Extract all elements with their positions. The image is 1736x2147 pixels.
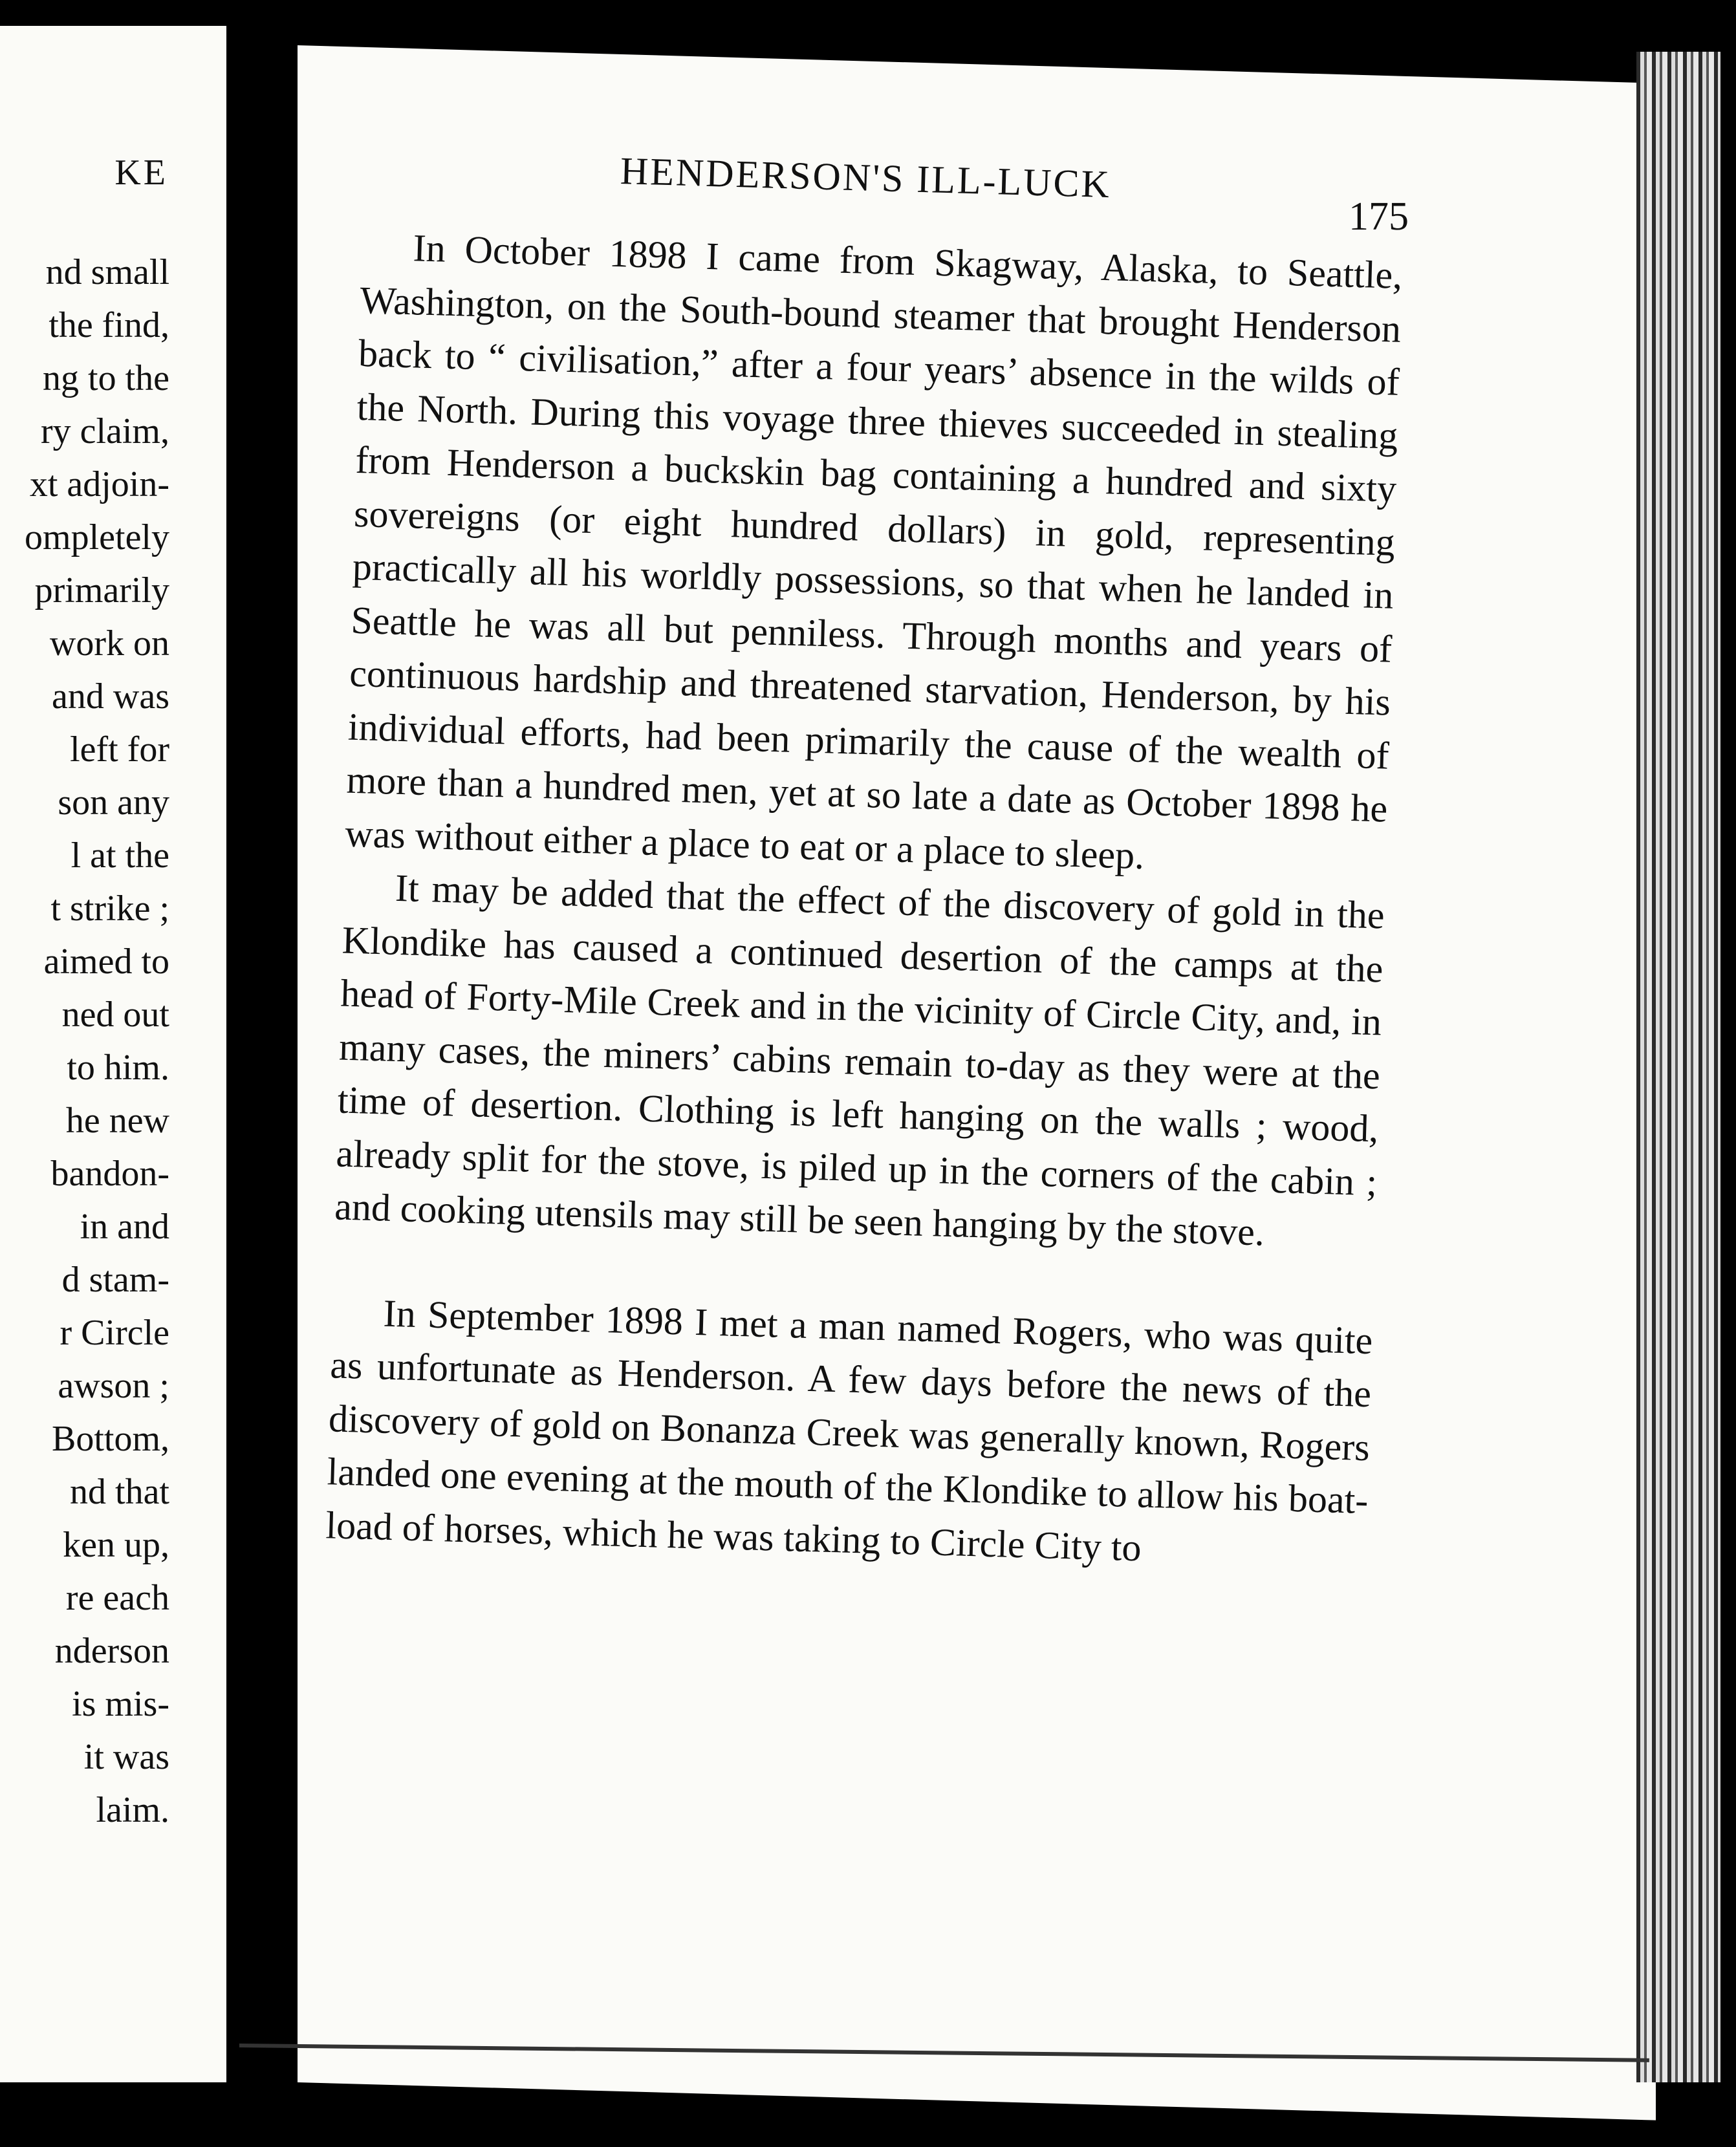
left-page-line: primarily [34, 570, 169, 610]
left-page-line: bandon- [50, 1154, 169, 1194]
left-page-line: ken up, [63, 1525, 169, 1565]
left-page-line: the find, [49, 305, 169, 345]
paragraph: It may be added that the effect of the discovery of gold in the Klondike has caused a continued desertion of the camps at the head of Forty-Mile Creek and in the vicinity of Circle City, and, in many cases, the miners’ cabins remain to-day as they were at the time of desertion. Clothing is left hanging on the walls ; wood, already split for the stove, is piled up in the corners of the cabin ; and cooking utensils may still be seen hanging by the stove. [334, 866, 1385, 1254]
left-page-line: ng to the [43, 358, 169, 398]
left-page-line: t strike ; [50, 889, 169, 929]
left-page-line: it was [83, 1737, 169, 1777]
left-page-line: ned out [61, 995, 169, 1035]
page-edges [1636, 52, 1720, 2082]
left-page-line: d stam- [61, 1260, 169, 1300]
left-page-line: ompletely [25, 517, 169, 557]
left-page-line: to him. [67, 1048, 169, 1088]
left-page-line: son any [58, 782, 169, 823]
left-page-line: nderson [54, 1631, 169, 1671]
running-head: HENDERSON'S ILL-LUCK [620, 149, 1112, 206]
left-page-line: and was [52, 676, 169, 717]
left-page-line: aimed to [43, 942, 169, 982]
left-page-line: re each [65, 1578, 169, 1618]
left-page [0, 26, 226, 2082]
left-page-line: is mis- [72, 1684, 169, 1724]
left-page-line: ry claim, [40, 411, 169, 451]
left-page-line: Bottom, [51, 1419, 169, 1459]
left-page-line: xt adjoin- [29, 464, 169, 504]
left-page-line: left for [70, 729, 169, 770]
left-page-header-fragment: KE [114, 153, 168, 193]
left-page-line: in and [80, 1207, 169, 1247]
left-page-line: l at the [71, 836, 169, 876]
page-number: 175 [1349, 195, 1409, 239]
left-page-line: r Circle [60, 1313, 169, 1353]
left-page-line: awson ; [58, 1366, 169, 1406]
left-page-line: he new [65, 1101, 169, 1141]
book-gutter [226, 0, 298, 2147]
left-page-line: work on [49, 623, 169, 664]
body-text [325, 220, 1403, 1581]
left-page-line: laim. [96, 1790, 169, 1830]
paragraph: In October 1898 I came from Skagway, Alaska, to Seattle, Washington, on the South-bound steamer that brought Henderson back to “ civilisation,” after a four years’ absence in the wilds of the North. During this voyage three thieves succeeded in stealing from Henderson a buckskin bag containing a hundred and sixty sovereigns (or eight hundred dollars) in gold, representing practically all his worldly possessions, so that when he landed in Seattle he was all but penniless. Through months and years of continuous hardship and threatened starvation, Henderson, by his individual efforts, had been primarily the cause of the wealth of more than a hundred men, yet at so late a date as October 1898 he was without either a place to eat or a place to sleep. [344, 226, 1404, 877]
left-page-line: nd that [70, 1472, 169, 1512]
paragraph: In September 1898 I met a man named Rogers, who was quite as unfortunate as Henderson. A few days before the news of the discovery of gold on Bonanza Creek was generally known, Rogers landed one evening at the mouth of the Klondike to allow his boat-load of horses, which he was taking to Circle City to [325, 1291, 1374, 1569]
left-page-line: nd small [45, 252, 169, 292]
